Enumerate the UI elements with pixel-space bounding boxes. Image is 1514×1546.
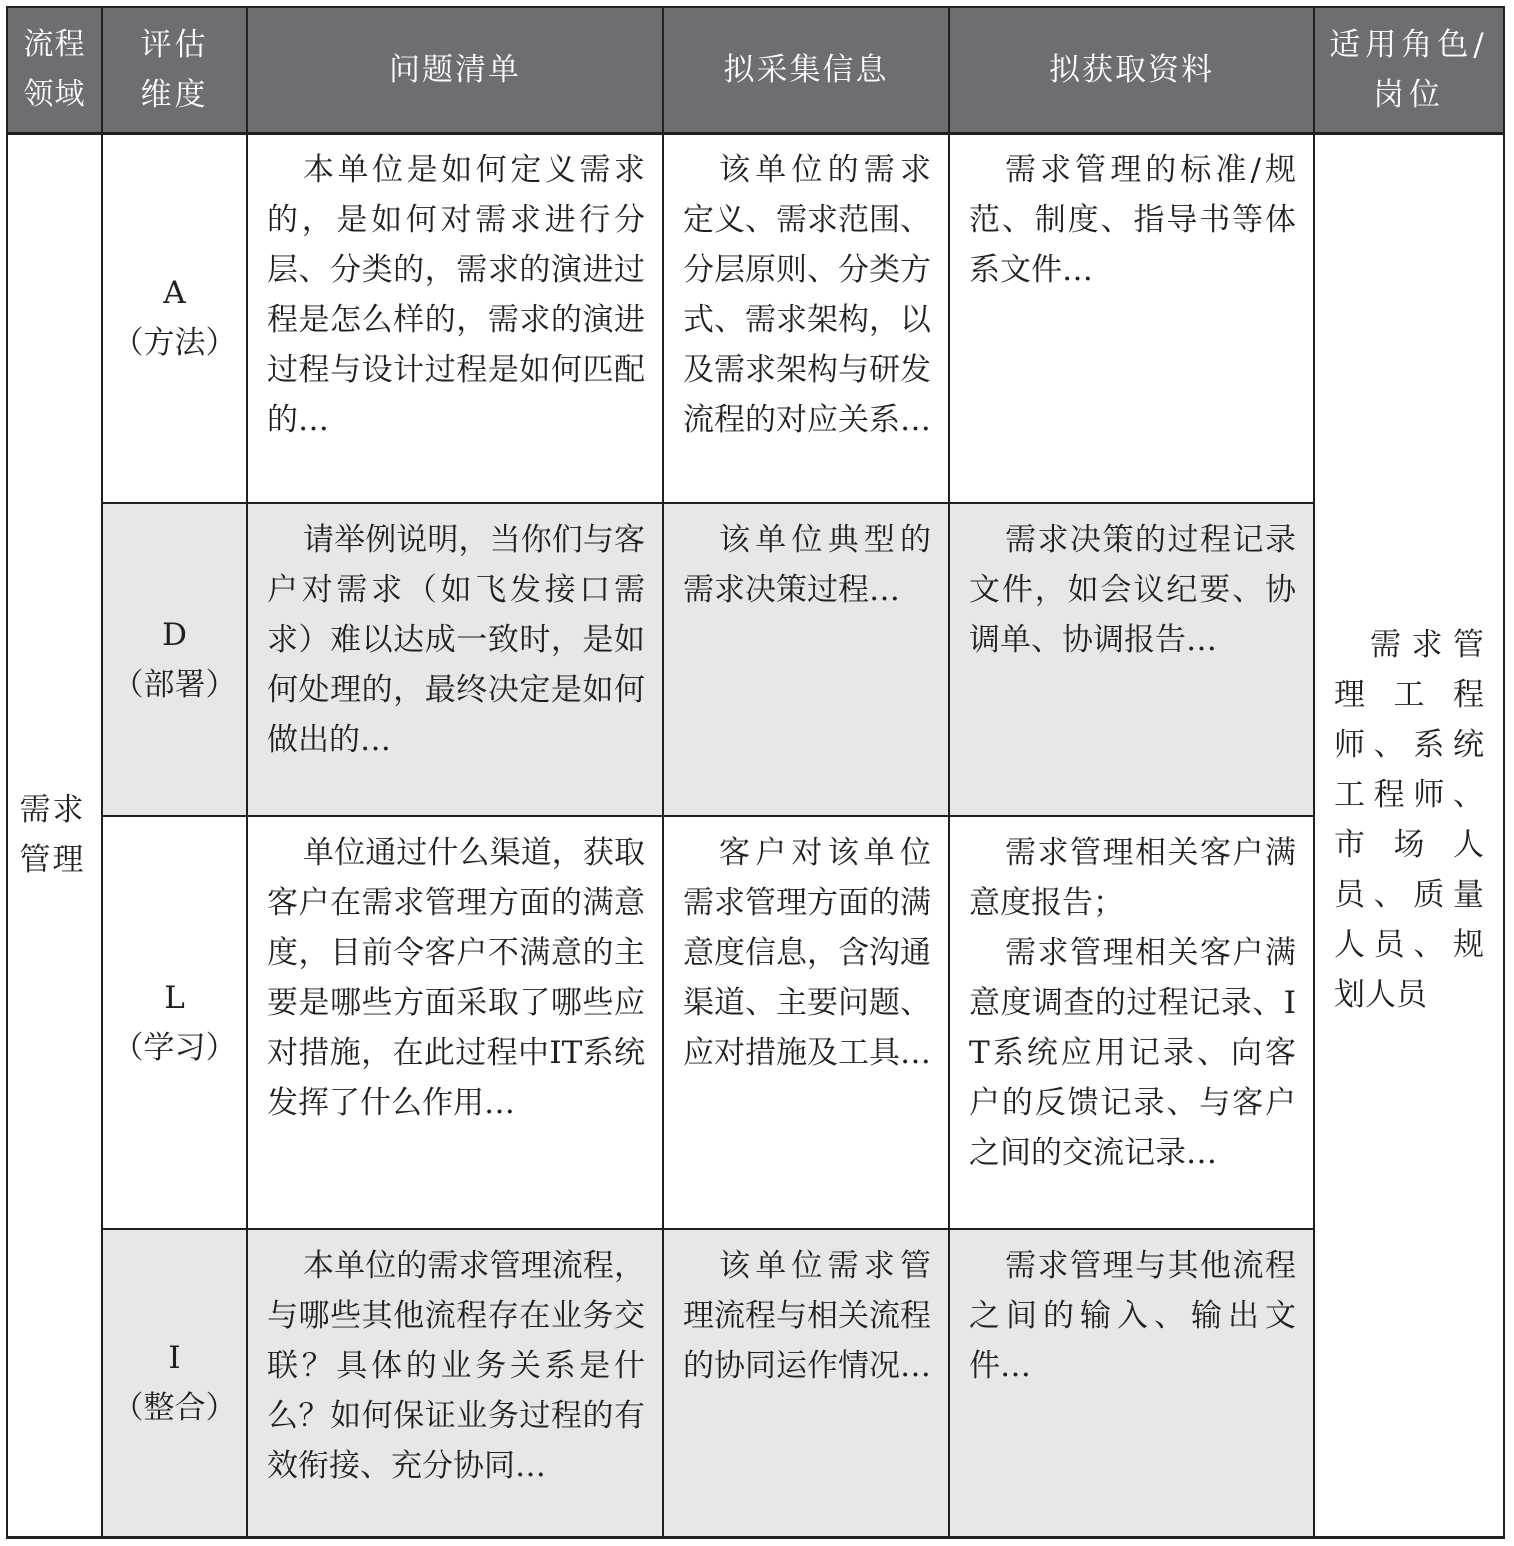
dimension-name: （部署） [112,666,237,703]
dimension-cell-a [102,133,247,503]
border-row-d-bottom [102,815,1314,817]
header-roles-label: 适用角色/岗位 [1329,27,1489,113]
dimension-cell-d [102,503,247,816]
border-col-3 [662,6,664,1539]
header-roles [1314,7,1504,133]
border-right [1503,6,1505,1539]
dimension-code: A [163,275,186,311]
border-left [6,6,8,1539]
materials-text: 需求管理与其他流程之间的输入、输出文件… [969,1248,1296,1384]
materials-text-1: 需求管理相关客户满意度报告； [969,835,1296,921]
info-cell-l [663,816,949,1229]
info-text: 该单位需求管理流程与相关流程的协同运作情况… [683,1248,931,1384]
header-materials-label: 拟获取资料 [1049,51,1214,88]
questions-cell-d [247,503,663,816]
info-cell-i [663,1229,949,1537]
header-materials [949,7,1314,133]
info-text: 该单位的需求定义、需求范围、分层原则、分类方式、需求架构，以及需求架构与研发流程的对应关系… [683,152,931,438]
questions-text: 单位通过什么渠道，获取客户在需求管理方面的满意度，目前令客户不满意的主要是哪些方面采取了哪些应对措施，在此过程中IT系统发挥了什么作用… [267,835,645,1121]
header-domain [7,7,102,133]
header-questions [247,7,663,133]
border-bottom [6,1536,1505,1539]
questions-text: 本单位是如何定义需求的，是如何对需求进行分层、分类的，需求的演进过程是怎么样的，需求的演进过程与设计过程是如何匹配的… [267,152,645,438]
questions-cell-l [247,816,663,1229]
border-col-2 [246,6,248,1539]
materials-text: 需求决策的过程记录文件，如会议纪要、协调单、协调报告… [969,522,1296,658]
materials-cell-l [949,816,1314,1229]
header-info-label: 拟采集信息 [723,51,889,88]
info-text: 客户对该单位需求管理方面的满意度信息，含沟通渠道、主要问题、应对措施及工具… [683,835,931,1071]
info-cell-a [663,133,949,503]
materials-text: 需求管理的标准/规范、制度、指导书等体系文件… [969,152,1296,288]
materials-cell-a [949,133,1314,503]
roles-text: 需求管理工程师、系统工程师、市场人员、质量人员、规划人员 [1334,627,1484,1013]
materials-cell-i [949,1229,1314,1537]
dimension-code: I [168,1340,181,1376]
domain-cell [7,133,102,1537]
dimension-code: D [162,616,187,653]
info-text: 该单位典型的需求决策过程… [683,522,931,608]
header-domain-label: 流程领域 [23,27,86,112]
questions-text: 请举例说明，当你们与客户对需求（如飞发接口需求）难以达成一致时，是如何处理的，最终决定是如何做出的… [267,522,645,758]
dimension-name: （学习） [112,1029,237,1066]
dimension-cell-l [102,816,247,1229]
header-dimension [102,7,247,133]
info-cell-d [663,503,949,816]
materials-cell-d [949,503,1314,816]
materials-text-2: 需求管理相关客户满意度调查的过程记录、IT系统应用记录、向客户的反馈记录、与客户之间的交流记录… [969,935,1296,1171]
dimension-cell-i [102,1229,247,1537]
questions-cell-i [247,1229,663,1537]
questions-cell-a [247,133,663,503]
header-dimension-label: 评估维度 [140,27,209,113]
header-questions-label: 问题清单 [389,51,521,88]
questions-text: 本单位的需求管理流程，与哪些其他流程存在业务交联？具体的业务关系是什么？如何保证业务过程的有效衔接、充分协同… [267,1248,645,1484]
roles-cell [1314,133,1504,1537]
border-col-5 [1313,6,1315,1539]
header-info [663,7,949,133]
domain-label: 需求管理 [19,792,86,878]
dimension-name: （整合） [112,1390,237,1426]
border-header-bottom [6,132,1505,135]
border-col-4 [948,6,950,1539]
dimension-code: L [164,979,185,1016]
dimension-name: （方法） [112,325,237,361]
border-col-1 [101,6,103,1539]
roles-text-block [1314,620,1504,1020]
border-row-l-bottom [102,1228,1314,1230]
border-row-a-bottom [102,502,1314,504]
border-top [6,6,1505,8]
